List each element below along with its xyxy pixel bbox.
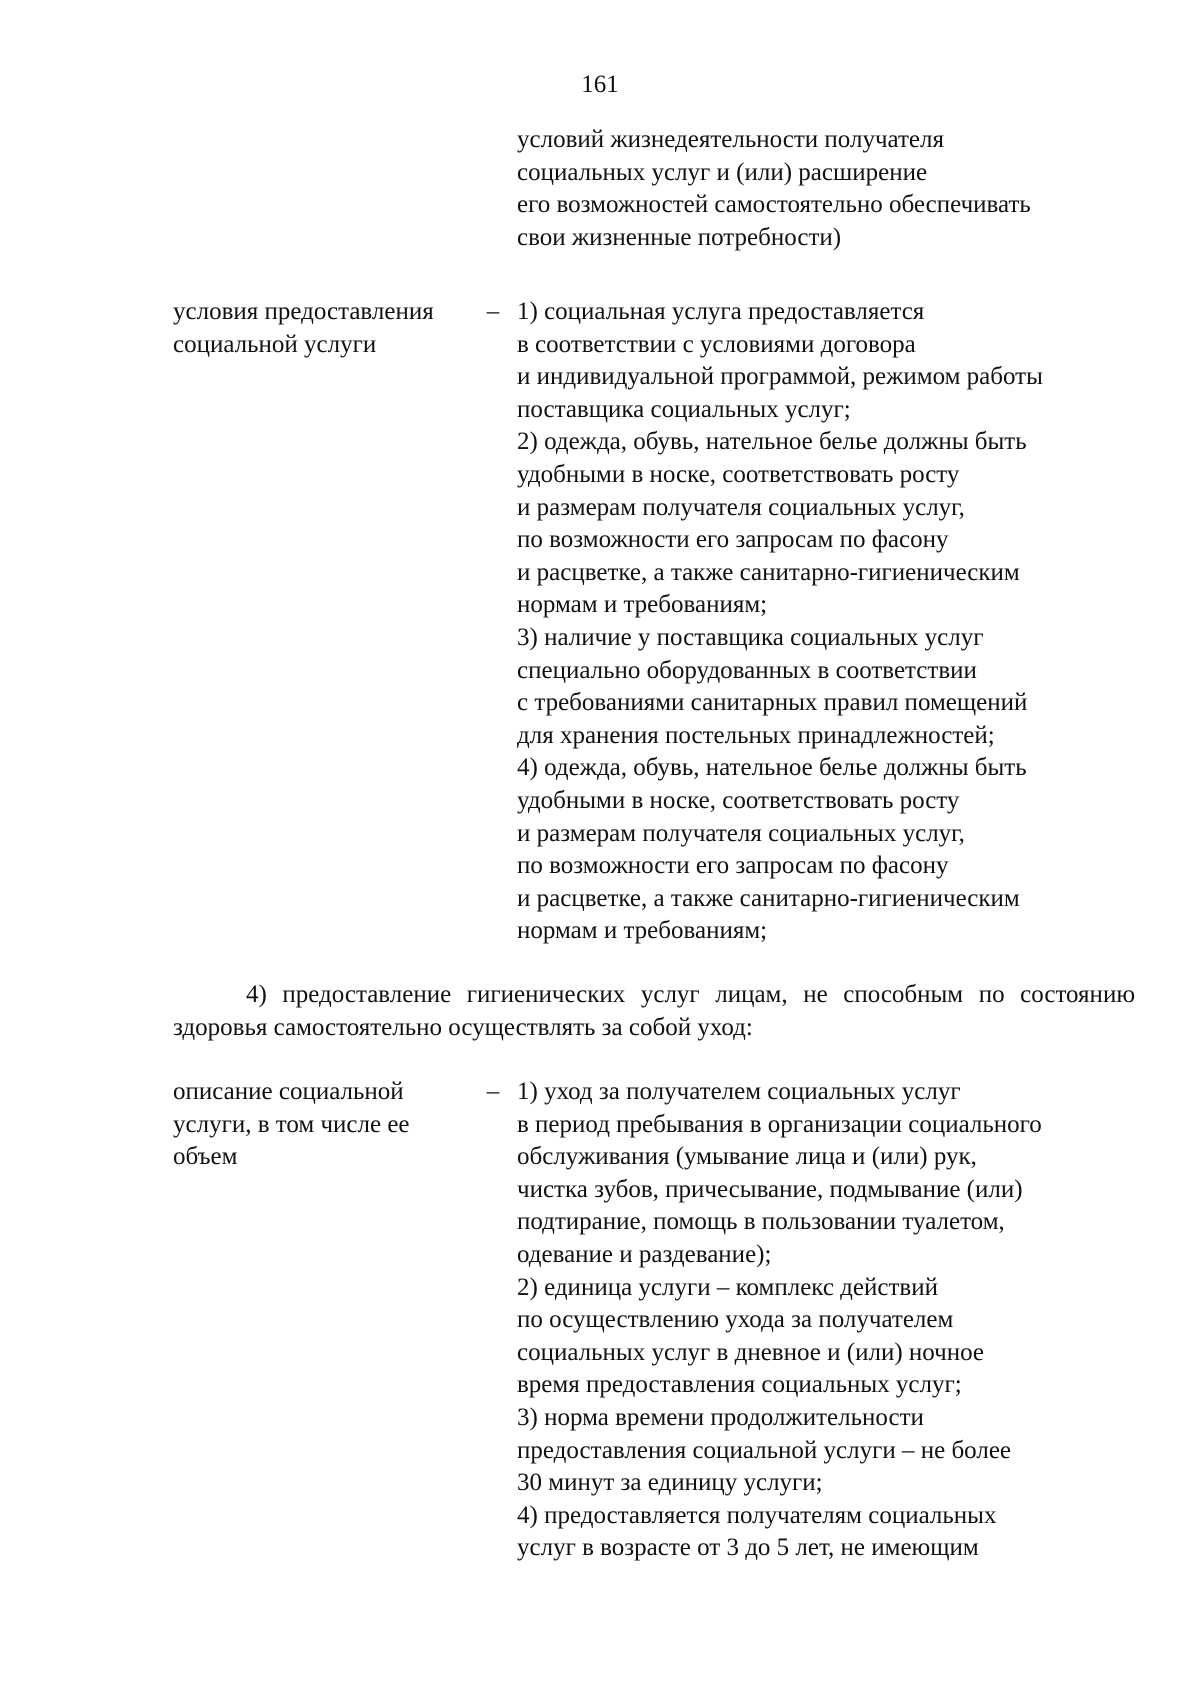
text-line: предоставления социальной услуги – не более bbox=[517, 1436, 1012, 1464]
text-line: нормам и требованиям; bbox=[517, 591, 768, 619]
text-line: социальных услуг и (или) расширение bbox=[517, 158, 928, 186]
text-line: в соответствии с условиями договора bbox=[517, 330, 916, 358]
text-line: и расцветке, а также санитарно-гигиеническим bbox=[517, 558, 1020, 586]
text-line: и размерам получателя социальных услуг, bbox=[517, 819, 965, 847]
label-line: условия предоставления bbox=[173, 298, 434, 325]
text-line: и расцветке, а также санитарно-гигиеническим bbox=[517, 884, 1020, 912]
text-line: специально оборудованных в соответствии bbox=[517, 656, 977, 684]
text-line: его возможностей самостоятельно обеспечивать bbox=[517, 191, 1031, 219]
dash-separator: – bbox=[486, 298, 500, 325]
text-line: 4) предоставляется получателям социальных bbox=[517, 1501, 997, 1529]
description-label bbox=[173, 1076, 478, 1174]
text-line: удобными в носке, соответствовать росту bbox=[517, 786, 960, 814]
text-line: удобными в носке, соответствовать росту bbox=[517, 460, 960, 488]
label-line: объем bbox=[173, 1143, 238, 1171]
text-line: по возможности его запросам по фасону bbox=[517, 526, 949, 554]
continuation-text bbox=[517, 124, 1137, 254]
text-line: 1) социальная услуга предоставляется bbox=[517, 298, 925, 325]
text-line: 30 минут за единицу услуги; bbox=[517, 1469, 823, 1497]
conditions-text bbox=[517, 296, 1137, 948]
text-line: 2) одежда, обувь, нательное белье должны быть bbox=[517, 428, 1027, 456]
text-line: одевание и раздевание); bbox=[517, 1240, 772, 1268]
text-line: подтирание, помощь в пользовании туалетом, bbox=[517, 1208, 1005, 1236]
text-line: поставщика социальных услуг; bbox=[517, 395, 851, 423]
text-line: социальных услуг в дневное и (или) ночное bbox=[517, 1338, 984, 1366]
text-line: с требованиями санитарных правил помещений bbox=[517, 689, 1028, 717]
paragraph-line: 4) предоставление гигиенических услуг лицам, не способным по состоянию bbox=[246, 981, 1135, 1008]
text-line: по возможности его запросам по фасону bbox=[517, 852, 949, 880]
text-line: 3) норма времени продолжительности bbox=[517, 1403, 924, 1431]
text-line: чистка зубов, причесывание, подмывание (или) bbox=[517, 1175, 1023, 1203]
page-number: 161 bbox=[581, 71, 619, 98]
description-text bbox=[517, 1076, 1137, 1565]
text-line: условий жизнедеятельности получателя bbox=[517, 126, 944, 153]
text-line: 2) единица услуги – комплекс действий bbox=[517, 1273, 938, 1301]
label-line: описание социальной bbox=[173, 1078, 404, 1105]
text-line: и индивидуальной программой, режимом работы bbox=[517, 363, 1043, 391]
paragraph-line: здоровья самостоятельно осуществлять за собой уход: bbox=[173, 1013, 753, 1041]
label-line: социальной услуги bbox=[173, 330, 377, 358]
text-line: в период пребывания в организации социального bbox=[517, 1110, 1042, 1138]
text-line: свои жизненные потребности) bbox=[517, 223, 842, 251]
text-line: по осуществлению ухода за получателем bbox=[517, 1306, 954, 1334]
text-line: нормам и требованиям; bbox=[517, 917, 768, 945]
dash-separator: – bbox=[486, 1078, 500, 1105]
text-line: обслуживания (умывание лица и (или) рук, bbox=[517, 1143, 977, 1171]
text-line: 1) уход за получателем социальных услуг bbox=[517, 1078, 961, 1105]
section-paragraph bbox=[173, 979, 1135, 1044]
label-line: услуги, в том числе ее bbox=[173, 1110, 410, 1138]
text-line: время предоставления социальных услуг; bbox=[517, 1371, 962, 1399]
text-line: услуг в возрасте от 3 до 5 лет, не имеющим bbox=[517, 1534, 979, 1562]
text-line: 4) одежда, обувь, нательное белье должны быть bbox=[517, 754, 1027, 782]
text-line: для хранения постельных принадлежностей; bbox=[517, 721, 995, 749]
text-line: 3) наличие у поставщика социальных услуг bbox=[517, 623, 984, 651]
conditions-label bbox=[173, 296, 478, 361]
text-line: и размерам получателя социальных услуг, bbox=[517, 493, 965, 521]
